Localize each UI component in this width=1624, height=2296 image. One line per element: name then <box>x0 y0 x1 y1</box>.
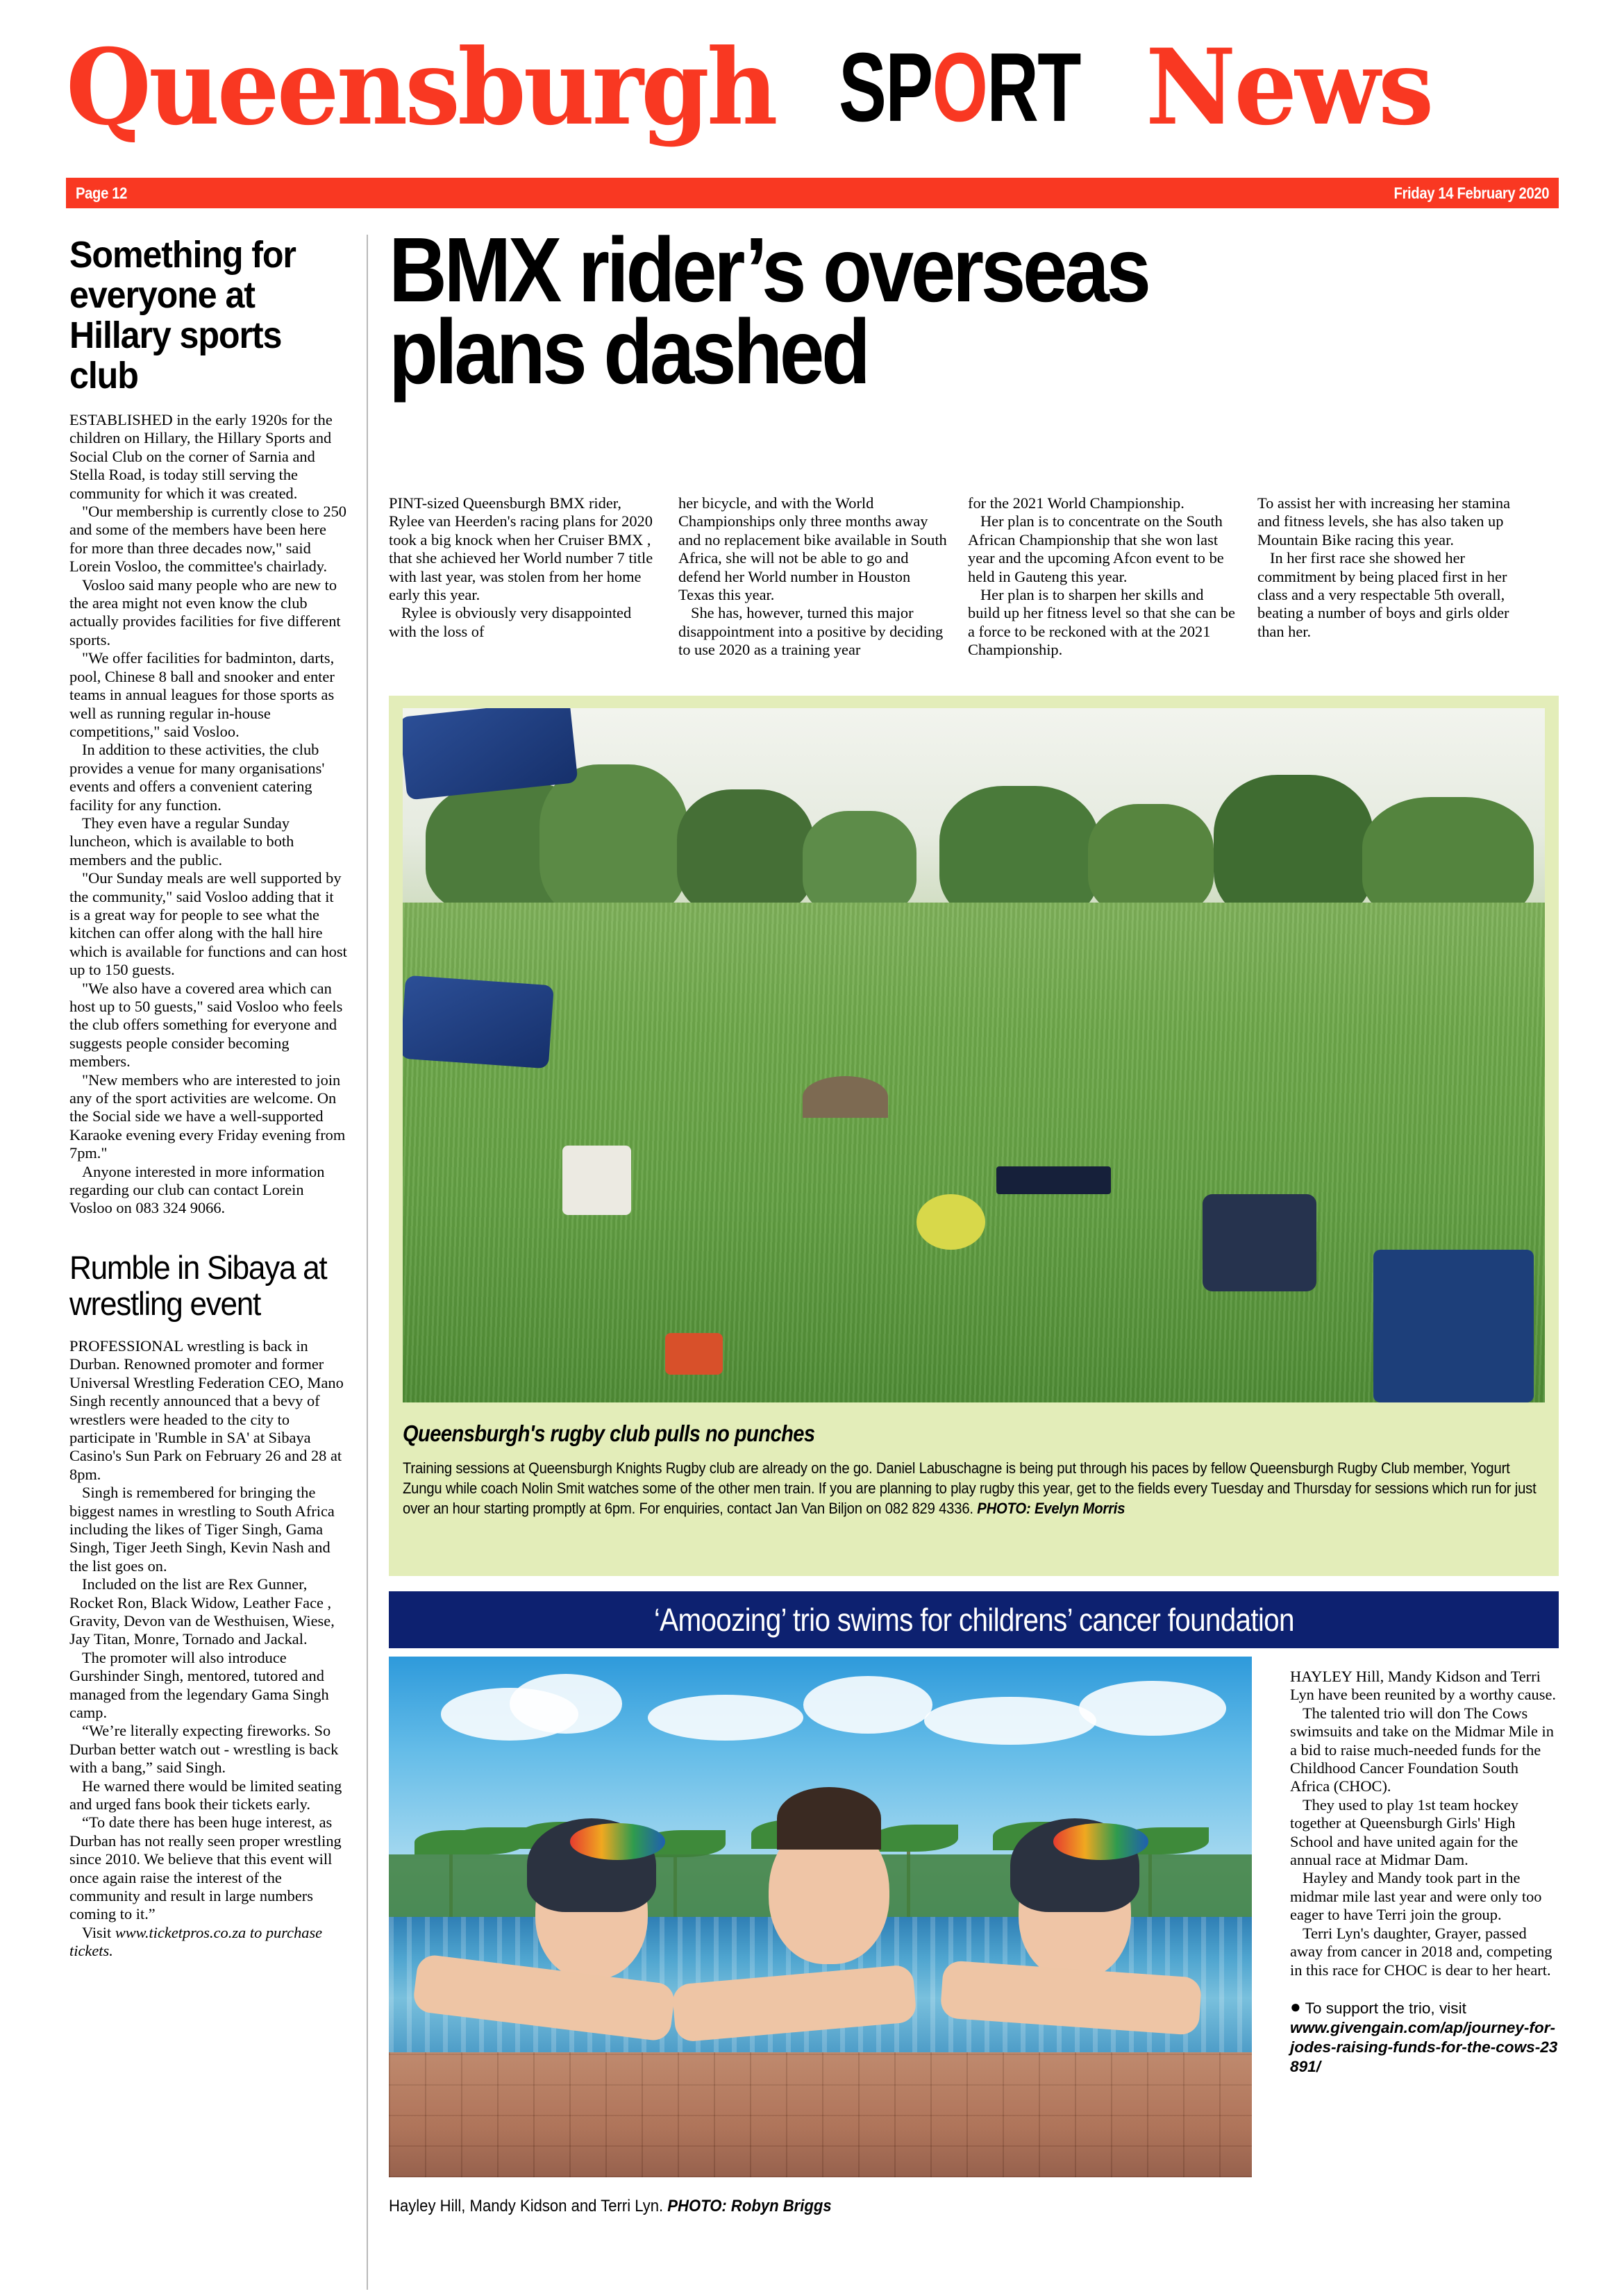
bmx-column-2 <box>678 494 948 660</box>
background-player <box>1203 1194 1317 1291</box>
main-headline-line1: BMX rider’s overseas <box>389 219 1148 321</box>
sidebar-article1-headline: Something for everyone at Hillary sports club <box>69 234 296 396</box>
bullet-icon: ● <box>1290 1995 1301 2017</box>
swim-article-banner <box>389 1591 1559 1648</box>
player-shorts <box>562 1146 631 1215</box>
bmx-column-1 <box>389 494 659 660</box>
rugby-caption-title: Queensburgh's rugby club pulls no punches <box>403 1421 815 1446</box>
donation-url[interactable]: www.givengain.com/ap/journey-for-jodes-raising-funds-for-the-cows-23891/ <box>1290 2018 1558 2075</box>
swim-photo-caption <box>389 2196 1183 2217</box>
rugby-feature-block <box>389 696 1559 1576</box>
paragraph: Terri Lyn's daughter, Grayer, passed away from cancer in 2018 and, competing in this race for CHOC is dear to her heart. <box>1290 1924 1552 1979</box>
swimmer-3-cap-band <box>1053 1823 1148 1860</box>
main-headline-line2: plans dashed <box>389 301 868 403</box>
paragraph: Vosloo said many people who are new to the area might not even know the club actually provides facilities for five different sports. <box>69 576 341 648</box>
paragraph: “We’re literally expecting fireworks. So Durban better watch out - wrestling is back with a bang,” said Singh. <box>69 1722 339 1777</box>
paragraph: HAYLEY Hill, Mandy Kidson and Terri Lyn have been reunited by a worthy cause. <box>1290 1668 1556 1704</box>
masthead-word-news: News <box>1146 26 1432 149</box>
main-headline <box>389 219 1421 403</box>
paragraph: her bicycle, and with the World Championships only three months away and no replacement bike available in South Africa, she will not be able to go and defend her World number in Houston Texas this year. <box>678 494 947 604</box>
paragraph: “To date there has been huge interest, as Durban has not really seen proper wrestling since 2010. We believe that this event will once again raise the interest of the community and result in large numbers coming to it.” <box>69 1813 342 1923</box>
paragraph: In her first race she showed her commitment by being placed first in her class and a very respectable 5th overall, beating a number of boys and girls older than her. <box>1257 549 1509 640</box>
caption-text: Hayley Hill, Mandy Kidson and Terri Lyn. <box>389 2197 668 2215</box>
paragraph: ESTABLISHED in the early 1920s for the children on Hillary, the Hillary Sports and Social Club on the corner of Sarnia and Stella Road, is today still serving the community for which it was created. <box>69 411 333 502</box>
photo-clouds <box>389 1667 1252 1782</box>
paragraph: "We offer facilities for badminton, darts, pool, Chinese 8 ball and snooker and enter teams in annual leagues for those sports as well as running regular in-house competitions," said Vosloo. <box>69 649 335 740</box>
swim-banner-headline: ‘Amoozing’ trio swims for childrens’ cancer foundation <box>653 1602 1294 1638</box>
photo-pool-deck <box>389 2052 1252 2177</box>
swimmers-photo <box>389 1657 1252 2177</box>
paragraph: PROFESSIONAL wrestling is back in Durban. Renowned promoter and former Universal Wrestling Federation CEO, Mano Singh recently announced that a bevy of wrestlers were headed to the city to participate in 'Rumble in SA' at Sibaya Casino's Sun Park on February 26 and 28 at 8pm. <box>69 1336 344 1483</box>
sidebar-column <box>69 235 347 1961</box>
paragraph: Her plan is to concentrate on the South African Championship that she won last year and the upcoming Afcon event to be held in Gauteng this year. <box>968 512 1224 585</box>
masthead-word-queensburgh: Queensburgh <box>66 26 776 149</box>
paragraph: The talented trio will don The Cows swimsuits and take on the Midmar Mile in a bid to raise much-needed funds for the Childhood Cancer Foundation South Africa (CHOC). <box>1290 1704 1554 1795</box>
paragraph: "Our membership is currently close to 250 and some of the members have been here for more than three decades now," said Lorein Vosloo, the committee's chairlady. <box>69 503 346 576</box>
tackle-bag <box>403 975 554 1069</box>
bmx-article-columns <box>389 494 1559 660</box>
paragraph: Anyone interested in more information regarding our club can contact Lorein Vosloo on 083 324 9066. <box>69 1162 325 1217</box>
masthead-word-sport <box>839 31 1080 142</box>
swim-article-column <box>1290 1668 1559 2077</box>
rugby-training-photo <box>403 708 1545 1402</box>
bmx-column-4 <box>1257 494 1527 660</box>
sidebar-article2-closing <box>69 1924 347 1961</box>
paragraph: She has, however, turned this major disappointment into a positive by deciding to use 2020 as a training year <box>678 604 944 659</box>
page-number-label: Page 12 <box>76 183 128 202</box>
issue-date-label: Friday 14 February 2020 <box>1393 183 1549 202</box>
training-cone <box>916 1194 985 1250</box>
masthead <box>66 26 1555 148</box>
page-date-bar <box>66 178 1559 208</box>
caption-text: Training sessions at Queensburgh Knights Rugby club are already on the go. Daniel Labuschagne is being put through his paces by fellow Queensburgh Rugby Club member, Yogurt Zungu while coach Nolin Smit watches some of the other men train. If you are planning to play rugby this year, get to the fields every Tuesday and Thursday for sessions which run for just over an hour starting promptly at 6pm. For enquiries, contact Jan Van Biljon on 082 829 4336. <box>403 1459 1537 1517</box>
paragraph: He warned there would be limited seating and urged fans book their tickets early. <box>69 1777 342 1813</box>
paragraph: PINT-sized Queensburgh BMX rider, Rylee van Heerden's racing plans for 2020 took a big knock when her Cruiser BMX , that she achieved her World number 7 title with last year, was stolen from her home early this year. <box>389 494 653 604</box>
sidebar-article2-body <box>69 1337 347 1961</box>
swimmer-1-cap-band <box>570 1823 665 1860</box>
photo-credit: PHOTO: Robyn Briggs <box>667 2197 832 2215</box>
swimmer-2-hair <box>777 1787 880 1850</box>
boot <box>665 1333 722 1375</box>
shield-strap <box>996 1166 1111 1194</box>
sidebar-article1-body <box>69 411 347 1218</box>
foreground-player-hair <box>803 1076 888 1118</box>
sport-post: RT <box>987 31 1080 142</box>
rugby-caption-body <box>403 1458 1537 1518</box>
paragraph: "We also have a covered area which can host up to 50 guests," said Vosloo who feels the club offers something for everyone and suggests people consider becoming members. <box>69 979 343 1071</box>
paragraph: Included on the list are Rex Gunner, Rocket Ron, Black Widow, Leather Face , Gravity, Devon van de Westhuisen, Wiese, Jay Titan, Monre, Tornado and Jackal. <box>69 1575 335 1648</box>
paragraph: Singh is remembered for bringing the biggest names in wrestling to South Africa including the likes of Tiger Singh, Gama Singh, Tiger Jeeth Singh, Kevin Nash and the list goes on. <box>69 1484 335 1575</box>
swim-support-note <box>1290 1997 1559 2077</box>
player-shorts <box>1373 1250 1533 1402</box>
column-divider <box>367 235 368 2290</box>
paragraph: "New members who are interested to join any of the sport activities are welcome. On the Social side we have a well-supported Karaoke evening every Friday evening from 7pm." <box>69 1071 346 1162</box>
photo-credit: PHOTO: Evelyn Morris <box>977 1500 1125 1517</box>
closing-prefix: Visit <box>82 1923 115 1941</box>
paragraph: for the 2021 World Championship. <box>968 494 1184 512</box>
ticket-url[interactable]: www.ticketpros.co.za to purchase tickets. <box>69 1923 323 1960</box>
sport-o-red: O <box>932 31 987 142</box>
paragraph: In addition to these activities, the club provides a venue for many organisations' events and offers a convenient catering facility for any function. <box>69 741 325 814</box>
paragraph: They used to play 1st team hockey together at Queensburgh Girls' High School and have united again for the annual race at Midmar Dam. <box>1290 1795 1518 1869</box>
paragraph: To assist her with increasing her stamina and fitness levels, she has also taken up Mountain Bike racing this year. <box>1257 494 1511 548</box>
paragraph: "Our Sunday meals are well supported by the community," said Vosloo adding that it is a great way for people to see what the kitchen can offer along with the hall hire which is available for functions and can host up to 150 guests. <box>69 869 347 979</box>
paragraph: The promoter will also introduce Gurshinder Singh, mentored, tutored and managed from the legendary Gama Singh camp. <box>69 1648 329 1721</box>
paragraph: Rylee is obviously very disappointed with the loss of <box>389 604 632 640</box>
sport-pre: SP <box>839 31 932 142</box>
paragraph: Her plan is to sharpen her skills and build up her fitness level so that she can be a force to be reckoned with at the 2021 Championship. <box>968 586 1235 659</box>
paragraph: They even have a regular Sunday luncheon, which is available to both members and the public. <box>69 814 294 869</box>
support-text: To support the trio, visit <box>1300 1999 1466 2017</box>
paragraph: Hayley and Mandy took part in the midmar mile last year and were only too eager to have Terri join the group. <box>1290 1869 1542 1924</box>
bmx-column-3 <box>968 494 1238 660</box>
sidebar-article2-headline: Rumble in Sibaya at wrestling event <box>69 1248 327 1322</box>
